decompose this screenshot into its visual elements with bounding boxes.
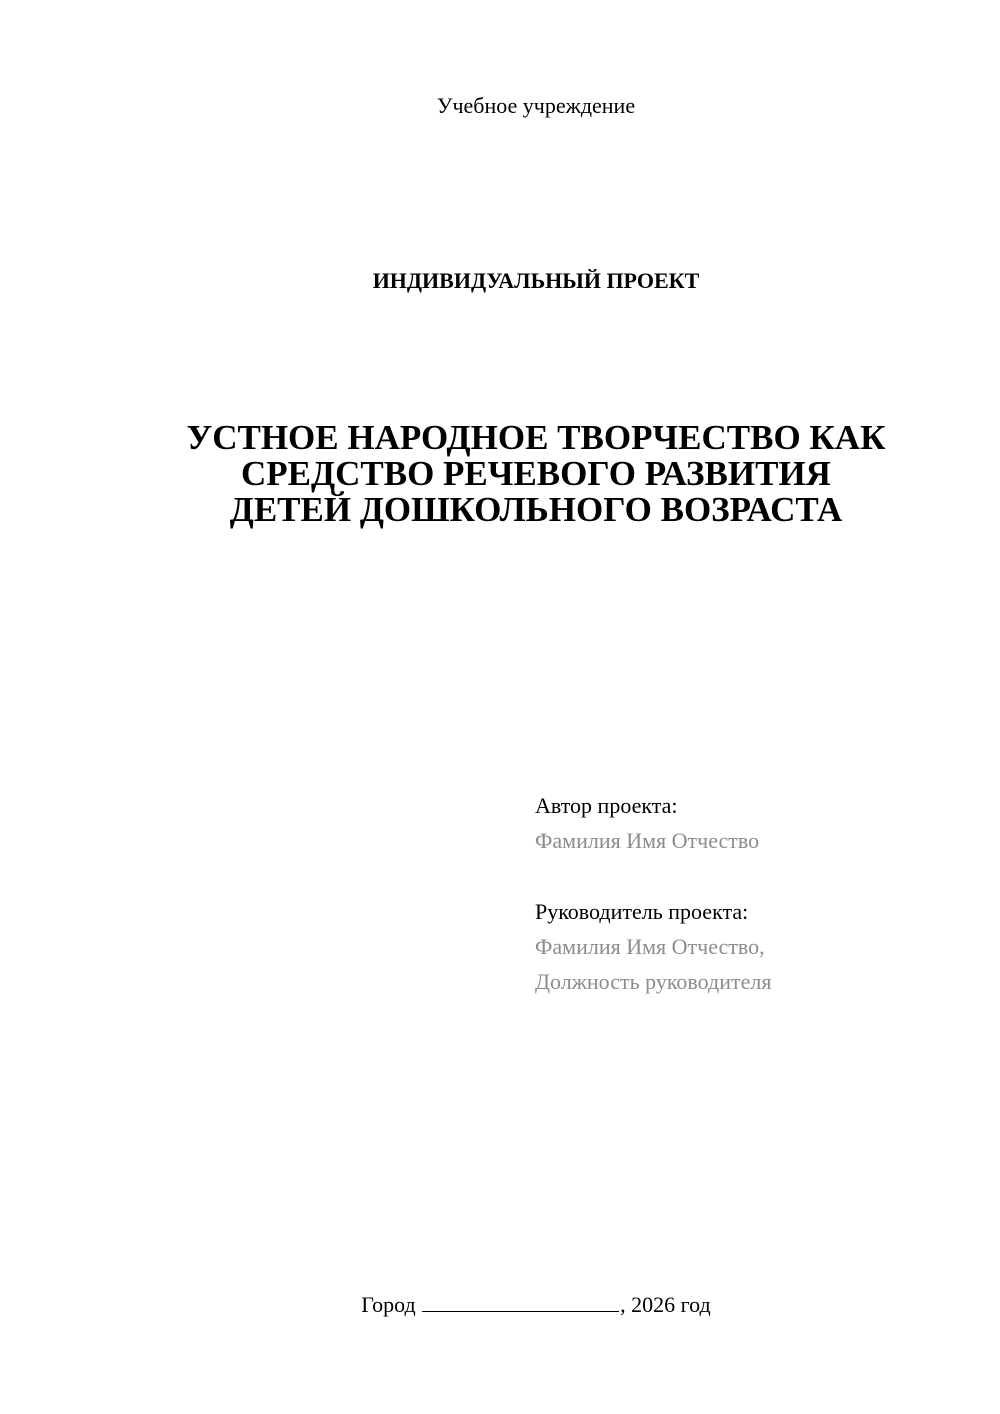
city-blank-line bbox=[422, 1291, 619, 1312]
document-type: ИНДИВИДУАЛЬНЫЙ ПРОЕКТ bbox=[372, 268, 700, 293]
institution-name: Учебное учреждение bbox=[436, 93, 636, 118]
project-title-line: СРЕДСТВО РЕЧЕВОГО РАЗВИТИЯ bbox=[241, 454, 831, 493]
project-title-line: ДЕТЕЙ ДОШКОЛЬНОГО ВОЗРАСТА bbox=[229, 490, 843, 529]
supervisor-position: Должность руководителя bbox=[535, 969, 772, 994]
project-info bbox=[535, 788, 975, 999]
project-title-line: УСТНОЕ НАРОДНОЕ ТВОРЧЕСТВО КАК bbox=[186, 418, 886, 457]
year-text: , 2026 год bbox=[620, 1292, 711, 1317]
city-label: Город bbox=[361, 1292, 416, 1317]
author-label: Автор проекта: bbox=[535, 793, 678, 818]
spacer bbox=[535, 858, 975, 894]
supervisor-label: Руководитель проекта: bbox=[535, 899, 749, 924]
project-title bbox=[100, 420, 972, 528]
author-name: Фамилия Имя Отчество bbox=[535, 828, 760, 853]
supervisor-name: Фамилия Имя Отчество, bbox=[535, 934, 765, 959]
footer-city-year bbox=[0, 1291, 1000, 1319]
